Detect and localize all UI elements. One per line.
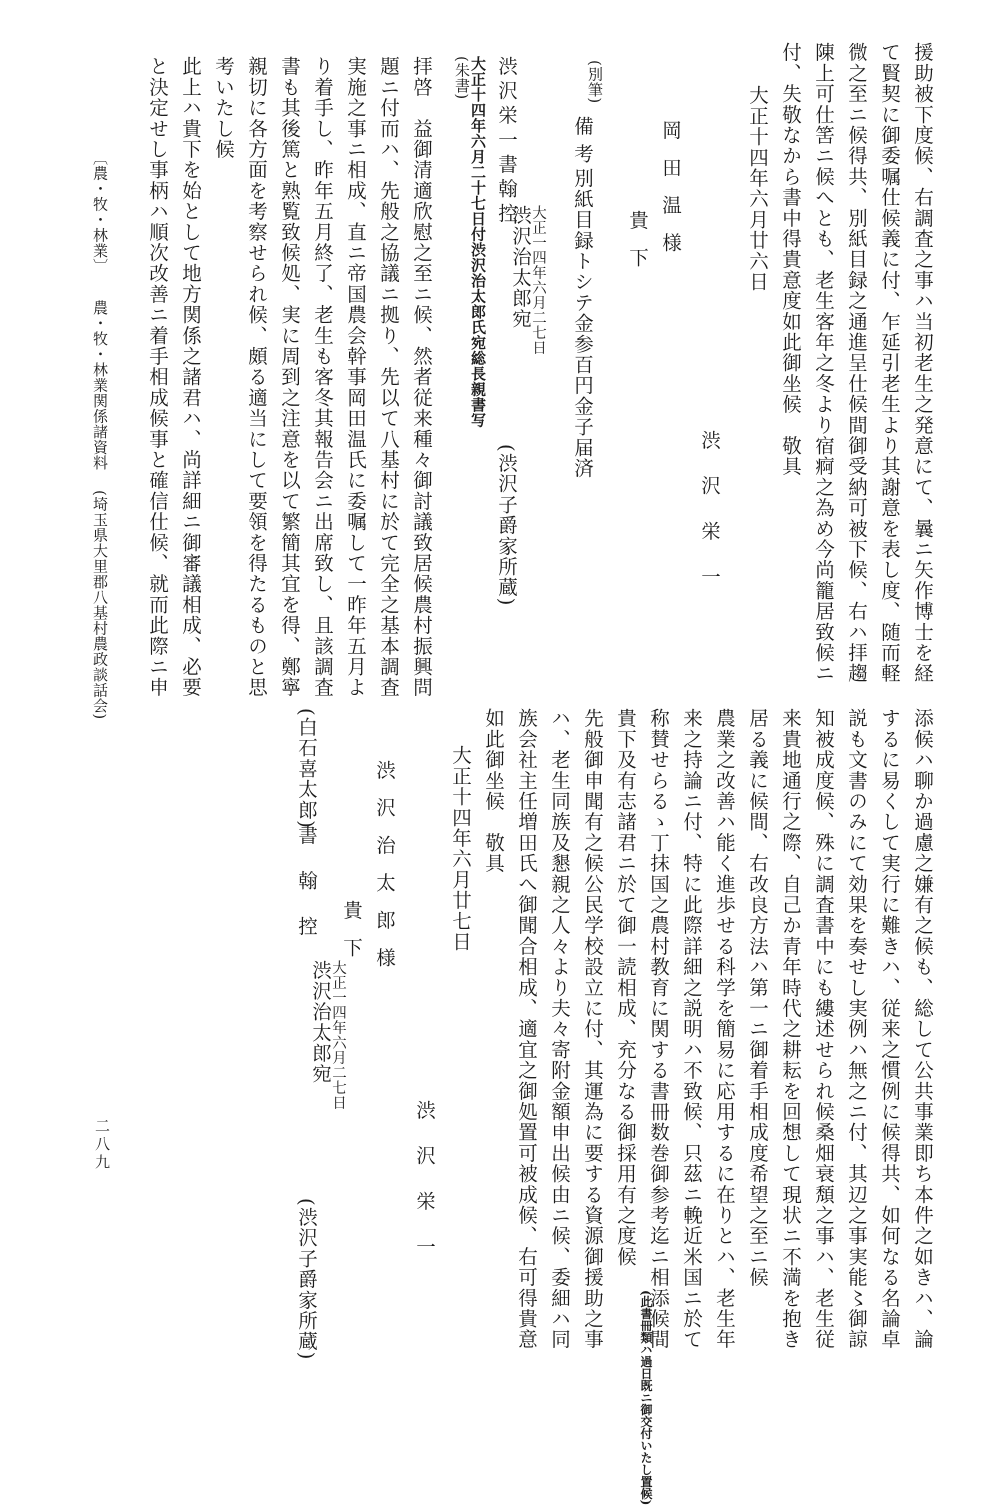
- letter2-left-line-8: 此上ハ貴下を始として地方関係之諸君ハ、尚詳細ニ御審議相成、必要: [179, 56, 202, 698]
- letter1-line-5: 付、失敬なから書中得貴意度如此御坐候 敬具: [779, 42, 802, 477]
- letter1-line-4: 陳上可仕筈ニ候へとも、老生客年之冬より宿痾之為め今尚籠居致候ニ: [812, 42, 835, 684]
- letter2-left-line-2: 題ニ付而ハ、先般之協議ニ拠り、先以て八基村に於て完全之基本調査: [377, 56, 400, 698]
- letter2-right-line-3: 説も文書のみにて効果を奏せし実例ハ無之ニ付、其辺之事実能〻御諒: [845, 708, 868, 1350]
- letter2-right-line-6: 居る義に候間、右改良方法ハ第一ニ御着手相成度希望之至ニ候: [746, 708, 769, 1288]
- letter3-title-note: (白石喜太郎): [295, 708, 318, 830]
- letter2-left-line-9: と決定せし事柄ハ順次改善ニ着手相成候事と確信仕候、就而此際ニ申: [146, 56, 169, 698]
- letter2-right-line-10: 貴下及有志諸君ニ於て御一読相成、充分なる御採用有之度候: [614, 708, 637, 1267]
- letter2-source: (渋沢子爵家所蔵): [495, 444, 518, 607]
- letter2-right-line-1: 添候ハ聊か過慮之嫌有之候も、総して公共事業即ち本件之如きハ、論: [911, 708, 934, 1350]
- letter1-appendix-note: (別筆): [586, 60, 604, 104]
- letter1-line-1: 援助被下度候、右調査之事ハ当初老生之発意にて、曩ニ矢作博士を経: [911, 42, 934, 684]
- letter2-closing-honorific: 貴下: [340, 900, 363, 975]
- letter2-right-line-4: 知被成度候、殊に調査書中にも縷述せられ候桑畑衰頽之事ハ、老生従: [812, 708, 835, 1350]
- letter3-date: 大正一四年六月二七日: [330, 960, 346, 1110]
- letter2-title: 渋沢栄一書翰控: [495, 56, 518, 228]
- letter2-left-line-6: 親切に各方面を考察せられ候、頗る適当にして要領を得たるものと思: [245, 56, 268, 698]
- letter2-after-line-4: 如此御坐候 敬具: [482, 708, 505, 874]
- letter2-red-note: 大正十四年六月二十七日付渋沢治太郎氏宛総長親書写: [469, 56, 487, 428]
- letter2-after-line-3: 族会社主任増田氏へ御聞合相成、適宜之御処置可被成候、右可得貴意: [515, 708, 538, 1350]
- letter3-source: (渋沢子爵家所蔵): [295, 1198, 318, 1361]
- letter2-bracket-note: (此書冊類ハ過日既ニ御交付いたし置候): [639, 1290, 653, 1505]
- letter2-right-line-8: 来之持論ニ付、特に此際詳細之説明ハ不致候、只茲ニ輓近米国ニ於て: [680, 708, 703, 1350]
- letter2-left-line-3: 実施之事ニ相成、直ニ帝国農会幹事岡田温氏に委嘱して一昨年五月よ: [344, 56, 367, 698]
- letter2-closing-date: 大正十四年六月廿七日: [449, 745, 472, 952]
- letter2-right-line-9: 称賛せらるゝ丁抹国之農村教育に関する書冊数巻御参考迄ニ相添候間: [647, 708, 670, 1350]
- letter1-honorific: 貴下: [626, 210, 649, 285]
- footer-section: 〔農・牧・林業〕: [91, 150, 109, 274]
- letter1-line-3: 微之至ニ候得共、別紙目録之通進呈仕候間御受納可被下候、右ハ拝趨: [845, 42, 868, 684]
- letter1-line-2: て賢契に御委嘱仕候義に付、乍延引老生より其謝意を表し度、随而軽: [878, 42, 901, 684]
- letter2-left-line-1: 拝啓 益御清適欣慰之至ニ候、然者従来種々御討議致居候農村振興問: [410, 56, 433, 698]
- letter1-addressee: 岡田温様: [659, 120, 682, 270]
- letter1-date: 大正十四年六月廿六日: [746, 85, 769, 292]
- letter1-sender: 渋沢栄一: [698, 430, 721, 612]
- footer-series: 農・牧・林業関係諸資料: [91, 300, 109, 471]
- letter2-right-line-7: 農業之改善ハ能く進歩せる科学を簡易に応用するに在りとハ、老生年: [713, 708, 736, 1350]
- footer-source: (埼玉県大里郡八基村農政談話会): [91, 490, 109, 720]
- letter1-appendix-label: 備考: [571, 116, 594, 171]
- letter2-left-line-7: 考いたし候: [212, 56, 235, 160]
- letter2-after-line-2: ハ、老生同族及懇親之人々より夫々寄附金額申出候由ニ候、委細ハ同: [548, 708, 571, 1350]
- letter2-closing-sender: 渋沢栄一: [413, 1100, 436, 1282]
- letter2-after-line-1: 先般御申聞有之候公民学校設立に付、其運為に要する資源御援助之事: [581, 708, 604, 1350]
- letter2-recipient: 渋沢治太郎宛: [509, 205, 532, 330]
- letter1-appendix-text: 別紙目録トシテ金参百円金子届済: [571, 168, 594, 479]
- letter2-date: 大正一四年六月二七日: [530, 205, 546, 355]
- letter2-right-line-2: するに易くして実行に難きハ、従来之慣例に候得共、如何なる名論卓: [878, 708, 901, 1350]
- page-number: 二八九: [93, 1118, 111, 1172]
- letter2-red-note-label: (朱書): [453, 56, 471, 100]
- letter2-right-line-5: 来貴地通行之際、自己か青年時代之耕耘を回想して現状ニ不満を抱き: [779, 708, 802, 1350]
- letter2-left-line-4: り着手し、昨年五月終了、老生も客冬其報告会ニ出席致し、且該調査: [311, 56, 334, 698]
- letter3-recipient: 渋沢治太郎宛: [309, 960, 332, 1085]
- letter3-title: 書翰控: [295, 825, 318, 962]
- letter2-closing-addressee: 渋沢治太郎様: [373, 760, 396, 985]
- letter2-left-line-5: 書も其後篤と熟覧致候処、実に周到之注意を以て繁簡其宜を得、鄭寧: [278, 56, 301, 698]
